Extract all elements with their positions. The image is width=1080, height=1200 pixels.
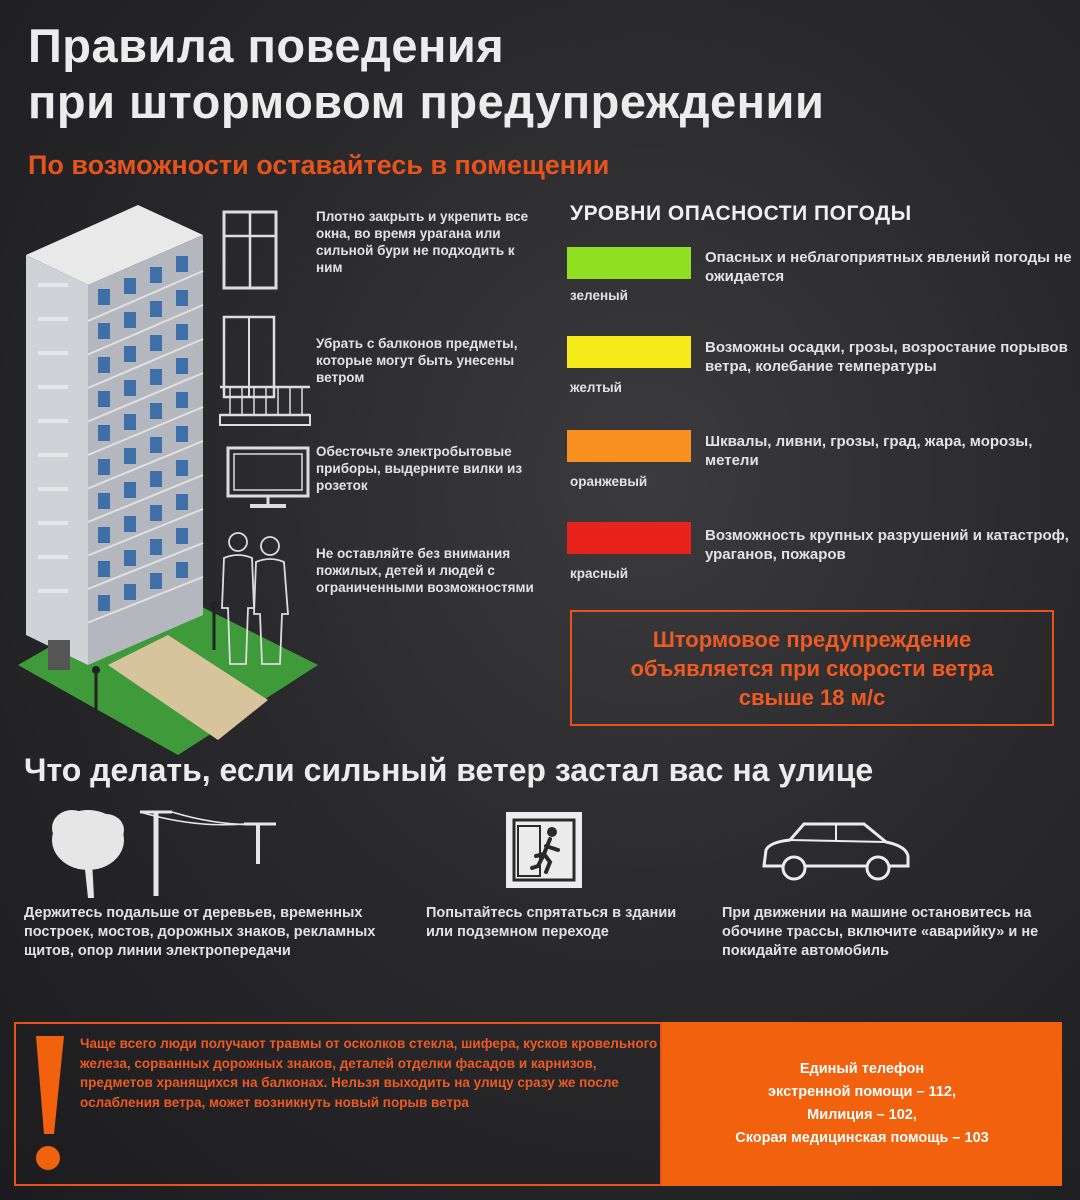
storm-notice-box [570,610,1054,726]
phones-line-3: Милиция – 102, [807,1107,917,1123]
level-swatch-orange [567,430,691,462]
tv-icon [226,446,310,510]
window-icon [222,210,278,290]
balcony-icon [218,315,312,427]
phones-line-1: Единый телефон [799,1061,925,1077]
level-name-yellow: желтый [570,380,622,395]
title-line-2: при штормовом предупреждении [28,75,825,128]
street-tip-shelter: Попытайтесь спрятаться в здании или подземном переходе [426,905,677,940]
tip-balconies: Убрать с балконов предметы, которые могут быть унесены ветром [316,336,518,385]
level-name-green: зеленый [570,288,628,303]
level-desc-yellow: Возможны осадки, грозы, возростание порывов ветра, колебание температуры [705,339,1068,375]
exit-sign-icon [506,812,582,888]
storm-notice-text: Штормовое предупреждение объявляется при скорости ветра свыше 18 м/с [630,626,994,710]
levels-header: УРОВНИ ОПАСНОСТИ ПОГОДЫ [570,202,912,225]
level-swatch-yellow [567,336,691,368]
tip-appliances: Обесточьте электробытовые приборы, выдерните вилки из розеток [316,444,523,493]
phones-line-4: Скорая медицинская помощь – 103 [735,1130,989,1146]
level-swatch-red [567,522,691,554]
level-desc-red: Возможность крупных разрушений и катастроф, ураганов, пожаров [705,527,1069,563]
emergency-phones-box [662,1022,1062,1186]
subtitle: По возможности оставайтесь в помещении [28,150,610,180]
level-desc-orange: Шквалы, ливни, грозы, град, жара, морозы, метели [705,433,1033,469]
title-line-1: Правила поведения [28,19,505,72]
street-section-title: Что делать, если сильный ветер застал вас на улице [24,752,874,788]
exclamation-icon [22,1034,72,1174]
street-tip-trees: Держитесь подальше от деревьев, временных построек, мостов, дорожных знаков, рекламных щитов, опор линии электропередачи [24,905,376,959]
phones-line-2: экстренной помощи – 112, [768,1084,956,1100]
level-swatch-green [567,247,691,279]
street-tip-car: При движении на машине остановитесь на обочине трассы, включите «аварийку» и не покидайте автомобиль [722,905,1039,959]
level-desc-green: Опасных и неблагоприятных явлений погоды не ожидается [705,249,1072,285]
car-icon [760,820,912,884]
tip-windows: Плотно закрыть и укрепить все окна, во время урагана или сильной бури не подходить к ним [316,209,529,275]
level-name-orange: оранжевый [570,474,648,489]
warning-text: Чаще всего люди получают травмы от осколков стекла, шифера, кусков кровельного железа, сорванных дорожных знаков, деталей отделки фасадов и карнизов, предметов хранящихся на балконах. Нельзя выходить на улицу сразу же после ослабления ветра, может возникнуть новый порыв ветра [80,1036,658,1110]
tree-powerline-icon [44,800,294,900]
emergency-phones-text [672,1058,1052,1150]
level-name-red: красный [570,566,629,581]
tip-vulnerable-people: Не оставляйте без внимания пожилых, детей и людей с ограниченными возможностями [316,546,534,595]
page-title [28,18,824,130]
people-icon [214,528,294,668]
